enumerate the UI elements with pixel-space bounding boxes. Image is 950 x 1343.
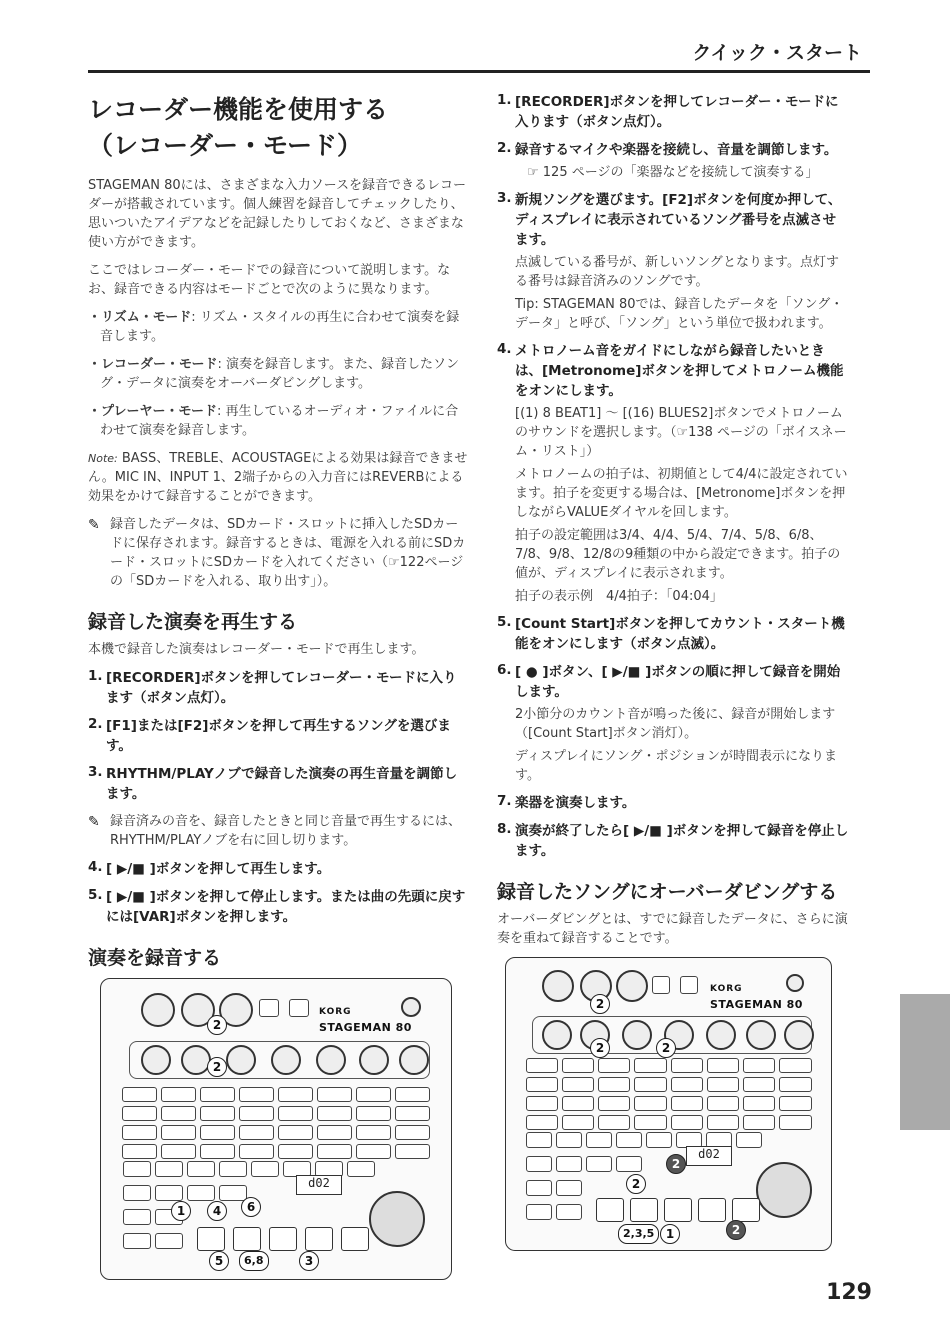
- tuner-button: [652, 976, 670, 994]
- value-dial: [756, 1162, 812, 1218]
- bass-knob: [706, 1020, 736, 1050]
- brand-logo: KORG: [319, 1007, 352, 1017]
- pad: [122, 1144, 157, 1159]
- step-detail: メトロノームの拍子は、初期値として4/4に設定されています。拍子を変更する場合は、[Metronome]ボタンを押しながらVALUEダイヤルを回します。: [515, 467, 848, 520]
- pad: [743, 1115, 775, 1130]
- pad: [395, 1125, 430, 1140]
- caution-text: 録音したデータは、SDカード・スロットに挿入したSDカードに保存されます。録音するときは、電源を入れる前にSDカード・スロットにSDカードを入れてください（☞122ページの「SDカードを入れる、取り出す」）。: [110, 517, 466, 589]
- metronome-button: [556, 1156, 582, 1172]
- pad: [634, 1058, 666, 1073]
- step-detail: 拍子の設定範囲は3/4、4/4、5/4、7/4、5/8、6/8、7/8、9/8、12/8の9種類の中から設定できます。拍子の値が、ディスプレイに表示されます。: [515, 528, 841, 581]
- caution-sdcard: [88, 515, 468, 591]
- rhythm-mode-button: [123, 1161, 151, 1177]
- recorder-mode-button: [123, 1185, 151, 1201]
- step-number: 3.: [88, 764, 103, 780]
- pad: [707, 1115, 739, 1130]
- step-number: 2.: [88, 716, 103, 732]
- pad: [278, 1125, 313, 1140]
- step-detail: 2小節分のカウント音が鳴った後に、録音が開始します（[Count Start]ボタン消灯）。: [515, 707, 836, 741]
- step-callout: 2: [626, 1174, 646, 1194]
- pad: [239, 1106, 274, 1121]
- step-callout: 3: [299, 1251, 319, 1271]
- record-step-7: [497, 793, 849, 813]
- loop-auto-button: [556, 1180, 582, 1196]
- caution-icon: ✎: [88, 814, 100, 830]
- pad: [707, 1077, 739, 1092]
- pad: [707, 1096, 739, 1111]
- count-start-button: [556, 1204, 582, 1220]
- clear-cancel-button: [347, 1161, 375, 1177]
- pad: [562, 1058, 594, 1073]
- pad: [239, 1125, 274, 1140]
- step-detail: 点滅している番号が、新しいソングとなります。点灯する番号は録音済みのソングです。: [515, 255, 839, 289]
- f1-button: [630, 1198, 658, 1222]
- display-readout: d02: [308, 1176, 330, 1190]
- f1-button: [233, 1227, 261, 1251]
- pad: [779, 1077, 811, 1092]
- right-column: [497, 92, 849, 1251]
- step-callout: 6,8: [239, 1251, 269, 1271]
- var-button: [305, 1227, 333, 1251]
- volume-knob: [399, 1045, 429, 1075]
- step-callout: 6: [241, 1197, 261, 1217]
- pad: [634, 1077, 666, 1092]
- display: [686, 1146, 732, 1166]
- note-label: Note:: [88, 452, 118, 465]
- step-number: 1.: [88, 668, 103, 684]
- step-text: [Count Start]ボタンを押してカウント・スタート機能をオンにします（ボタン点滅）。: [515, 616, 845, 652]
- step-detail: [(1) 8 BEAT1] ～ [(16) BLUES2]ボタンでメトロノームのサウンドを選択します。（☞138 ページの「ボイスネーム・リスト」）: [515, 406, 847, 459]
- step-text: RHYTHM/PLAYノブで録音した演奏の再生音量を調節します。: [106, 766, 458, 802]
- pad: [598, 1115, 630, 1130]
- step-callout: 2: [590, 1038, 610, 1058]
- pad: [562, 1115, 594, 1130]
- bullet-recorder: [88, 355, 468, 393]
- volume-knob: [784, 1020, 814, 1050]
- step-text: [RECORDER]ボタンを押してレコーダー・モードに入ります（ボタン点灯）。: [106, 670, 457, 706]
- pad: [356, 1106, 391, 1121]
- intro-paragraph-2: ここではレコーダー・モードでの録音について説明します。なお、録音できる内容はモードごとで次のように異なります。: [88, 263, 451, 297]
- record-step-5: [497, 614, 849, 654]
- pad: [743, 1096, 775, 1111]
- left-column: [88, 92, 468, 1280]
- page-number: 129: [826, 1280, 872, 1305]
- note-paragraph: [88, 449, 468, 506]
- step-callout: 2: [590, 994, 610, 1014]
- pad: [317, 1125, 352, 1140]
- record-heading: 演奏を録音する: [88, 947, 222, 969]
- step-number: 7.: [497, 793, 512, 809]
- chapter-side-tab: [900, 994, 950, 1130]
- mic-in-jack: [141, 993, 175, 1027]
- pad: [671, 1058, 703, 1073]
- section-title: クイック・スタート: [692, 42, 862, 64]
- style-pad-grid: [526, 1058, 812, 1130]
- rhythm-play-knob: [622, 1020, 652, 1050]
- bullet-player: [88, 402, 468, 440]
- pad: [356, 1087, 391, 1102]
- pad: [779, 1096, 811, 1111]
- record-button: [187, 1185, 215, 1201]
- record-step-1: [497, 92, 849, 132]
- pad: [356, 1125, 391, 1140]
- power-switch: [401, 997, 421, 1017]
- pad: [671, 1096, 703, 1111]
- pad: [395, 1106, 430, 1121]
- step-callout: 4: [207, 1201, 227, 1221]
- note-text: BASS、TREBLE、ACOUSTAGEによる効果は録音できません。MIC IN、INPUT 1、2端子からの入力音にはREVERBによる効果をかけて録音することができます。: [88, 451, 468, 504]
- acoustage-button: [680, 976, 698, 994]
- pad: [200, 1125, 235, 1140]
- pad: [634, 1096, 666, 1111]
- page-reference: ☞ 125 ページの「楽器などを接続して演奏する」: [527, 165, 819, 180]
- step-number: 8.: [497, 821, 512, 837]
- player-mode-button: [526, 1180, 552, 1196]
- pad: [122, 1106, 157, 1121]
- mic-knob: [542, 1020, 572, 1050]
- pad: [598, 1077, 630, 1092]
- pad: [743, 1058, 775, 1073]
- delete-button: [646, 1132, 672, 1148]
- f2-button: [269, 1227, 297, 1251]
- pad: [161, 1144, 196, 1159]
- treble-knob: [746, 1020, 776, 1050]
- chain-playlist-button: [155, 1161, 183, 1177]
- step-callout: 2: [666, 1154, 686, 1174]
- playback-step-2: [88, 716, 468, 756]
- rewind-button: [616, 1156, 642, 1172]
- acoustage-button: [289, 999, 309, 1017]
- pad: [634, 1115, 666, 1130]
- bullet-rhythm: [88, 308, 468, 346]
- step-text: 新規ソングを選びます。[F2]ボタンを何度か押して、ディスプレイに表示されているソング番号を点滅させます。: [515, 192, 842, 248]
- step-callout: 2: [207, 1057, 227, 1077]
- header-rule: [88, 70, 870, 73]
- pad: [598, 1058, 630, 1073]
- step-text: メトロノーム音をガイドにしながら録音したいときは、[Metronome]ボタンを押してメトロノーム機能をオンにします。: [515, 343, 844, 399]
- record-button: [586, 1156, 612, 1172]
- bullet-body: : 演奏を録音します。また、録音したソング・データに演奏をオーバーダビングします。: [100, 357, 459, 391]
- input1-knob: [181, 1045, 211, 1075]
- step-number: 4.: [497, 341, 512, 357]
- heading-line-2: （レコーダー・モード）: [88, 131, 363, 160]
- playback-intro: 本機で録音した演奏はレコーダー・モードで再生します。: [88, 642, 425, 657]
- rewind-button: [219, 1185, 247, 1201]
- pad: [671, 1077, 703, 1092]
- bullet-head: ・プレーヤー・モード: [88, 404, 217, 419]
- pad: [317, 1087, 352, 1102]
- step-callout: 5: [209, 1251, 229, 1271]
- step-number: 5.: [88, 887, 103, 903]
- step-number: 2.: [497, 140, 512, 156]
- playback-step-5: [88, 887, 468, 927]
- pad: [317, 1106, 352, 1121]
- pad: [278, 1106, 313, 1121]
- pad: [743, 1077, 775, 1092]
- pad: [779, 1115, 811, 1130]
- undo-button: [219, 1161, 247, 1177]
- pad: [278, 1087, 313, 1102]
- page-header: [88, 38, 870, 72]
- treble-knob: [359, 1045, 389, 1075]
- step-text: 楽器を演奏します。: [515, 795, 636, 811]
- step-text: 録音するマイクや楽器を接続し、音量を調節します。: [515, 142, 838, 158]
- step-detail: ディスプレイにソング・ポジションが時間表示になります。: [515, 749, 837, 783]
- pad: [161, 1106, 196, 1121]
- step-text: [ ● ]ボタン、[ ▶/■ ]ボタンの順に押して録音を開始します。: [515, 664, 841, 700]
- tap-end-button: [341, 1227, 369, 1251]
- clear-cancel-button: [736, 1132, 762, 1148]
- mic-in-jack: [542, 970, 574, 1002]
- bullet-head: ・レコーダー・モード: [88, 357, 218, 372]
- pad: [562, 1096, 594, 1111]
- bullet-body: : 再生しているオーディオ・ファイルに合わせて演奏を録音します。: [100, 404, 459, 438]
- playback-step-4: [88, 859, 468, 879]
- play-stop-button: [197, 1227, 225, 1251]
- step-text: [F1]または[F2]ボタンを押して再生するソングを選びます。: [106, 718, 451, 754]
- record-step-6: [497, 662, 849, 785]
- pad: [526, 1096, 558, 1111]
- bullet-body: : リズム・スタイルの再生に合わせて演奏を録音します。: [100, 310, 460, 344]
- step-text: [RECORDER]ボタンを押してレコーダー・モードに入ります（ボタン点灯）。: [515, 94, 839, 130]
- tip-text: Tip: STAGEMAN 80では、録音したデータを「ソング・データ」と呼び、「ソング」という単位で扱われます。: [515, 297, 844, 331]
- brand-logo: KORG: [710, 984, 743, 994]
- step-number: 4.: [88, 859, 103, 875]
- stageman-panel-diagram: [505, 957, 832, 1251]
- bass-knob: [316, 1045, 346, 1075]
- rhythm-play-knob: [226, 1045, 256, 1075]
- value-dial: [369, 1191, 425, 1247]
- delete-button: [251, 1161, 279, 1177]
- player-mode-button: [123, 1209, 151, 1225]
- pad: [671, 1115, 703, 1130]
- style-pad-grid: [122, 1087, 430, 1159]
- caution-volume: [88, 812, 468, 850]
- pad: [239, 1144, 274, 1159]
- step-callout: 1: [660, 1224, 680, 1244]
- reverb-knob: [271, 1045, 301, 1075]
- pad: [395, 1087, 430, 1102]
- pad: [200, 1087, 235, 1102]
- pad: [526, 1077, 558, 1092]
- step-callout: 2: [207, 1015, 227, 1035]
- undo-button: [616, 1132, 642, 1148]
- step-number: 5.: [497, 614, 512, 630]
- pad: [598, 1096, 630, 1111]
- count-start-button: [155, 1233, 183, 1249]
- rhythm-mode-button: [526, 1132, 552, 1148]
- pad: [278, 1144, 313, 1159]
- heading-line-1: レコーダー機能を使用する: [88, 95, 389, 124]
- pad: [395, 1144, 430, 1159]
- record-step-4: [497, 341, 849, 606]
- metronome-button: [155, 1185, 183, 1201]
- display-readout: d02: [698, 1147, 720, 1161]
- power-switch: [786, 974, 804, 992]
- pad: [239, 1087, 274, 1102]
- pad: [317, 1144, 352, 1159]
- display: [296, 1175, 342, 1195]
- page-heading: [88, 92, 468, 164]
- model-name: STAGEMAN 80: [319, 1021, 412, 1034]
- overdub-heading: 録音したソングにオーバーダビングする: [497, 881, 838, 903]
- sd-card-button: [586, 1132, 612, 1148]
- pad: [707, 1058, 739, 1073]
- overdub-intro: オーバーダビングとは、すでに録音したデータに、さらに演奏を重ねて録音することです。: [497, 912, 848, 946]
- pad: [526, 1115, 558, 1130]
- record-step-8: [497, 821, 849, 861]
- playback-step-3: [88, 764, 468, 804]
- step-text: 演奏が終了したら[ ▶/■ ]ボタンを押して録音を停止します。: [515, 823, 849, 859]
- intro-paragraph: STAGEMAN 80には、さまざまな入力ソースを録音できるレコーダーが搭載されています。個人練習を録音してチェックしたり、思いついたアイデアなどを記録したりしておくなど、さまざまな使い方ができます。: [88, 178, 466, 250]
- pad: [356, 1144, 391, 1159]
- tuner-button: [259, 999, 279, 1017]
- step-number: 6.: [497, 662, 512, 678]
- system-button: [526, 1204, 552, 1220]
- model-name: STAGEMAN 80: [710, 998, 803, 1011]
- caution-text: 録音済みの音を、録音したときと同じ音量で再生するには、RHYTHM/PLAYノブを右に回し切ります。: [110, 814, 462, 848]
- step-callout: 2: [656, 1038, 676, 1058]
- record-step-3: [497, 190, 849, 333]
- step-text: [ ▶/■ ]ボタンを押して停止します。または曲の先頭に戻すには[VAR]ボタンを押します。: [106, 889, 466, 925]
- pad: [200, 1144, 235, 1159]
- pad: [161, 1087, 196, 1102]
- pad: [526, 1058, 558, 1073]
- step-text: [ ▶/■ ]ボタンを押して再生します。: [106, 861, 331, 877]
- f2-button: [664, 1198, 692, 1222]
- mic-knob: [141, 1045, 171, 1075]
- pad: [562, 1077, 594, 1092]
- recorder-mode-button: [526, 1156, 552, 1172]
- chain-playlist-button: [556, 1132, 582, 1148]
- pad: [161, 1125, 196, 1140]
- bullet-head: ・リズム・モード: [88, 310, 192, 325]
- stageman-panel-diagram: [100, 978, 452, 1280]
- step-callout: 2: [726, 1220, 746, 1240]
- tap-end-button: [732, 1198, 760, 1222]
- step-number: 3.: [497, 190, 512, 206]
- step-callout: 1: [171, 1201, 191, 1221]
- pad: [122, 1087, 157, 1102]
- step-number: 1.: [497, 92, 512, 108]
- pad: [122, 1125, 157, 1140]
- sd-card-button: [187, 1161, 215, 1177]
- pad: [779, 1058, 811, 1073]
- playback-heading: 録音した演奏を再生する: [88, 611, 298, 633]
- playback-step-1: [88, 668, 468, 708]
- step-callout: 2,3,5: [618, 1224, 659, 1244]
- record-step-2: [497, 140, 849, 182]
- play-stop-button: [596, 1198, 624, 1222]
- caution-icon: ✎: [88, 517, 100, 533]
- input-2-jack: [616, 970, 648, 1002]
- var-button: [698, 1198, 726, 1222]
- system-button: [123, 1233, 151, 1249]
- pad: [200, 1106, 235, 1121]
- step-detail: 拍子の表示例 4/4拍子：「04:04」: [515, 589, 723, 604]
